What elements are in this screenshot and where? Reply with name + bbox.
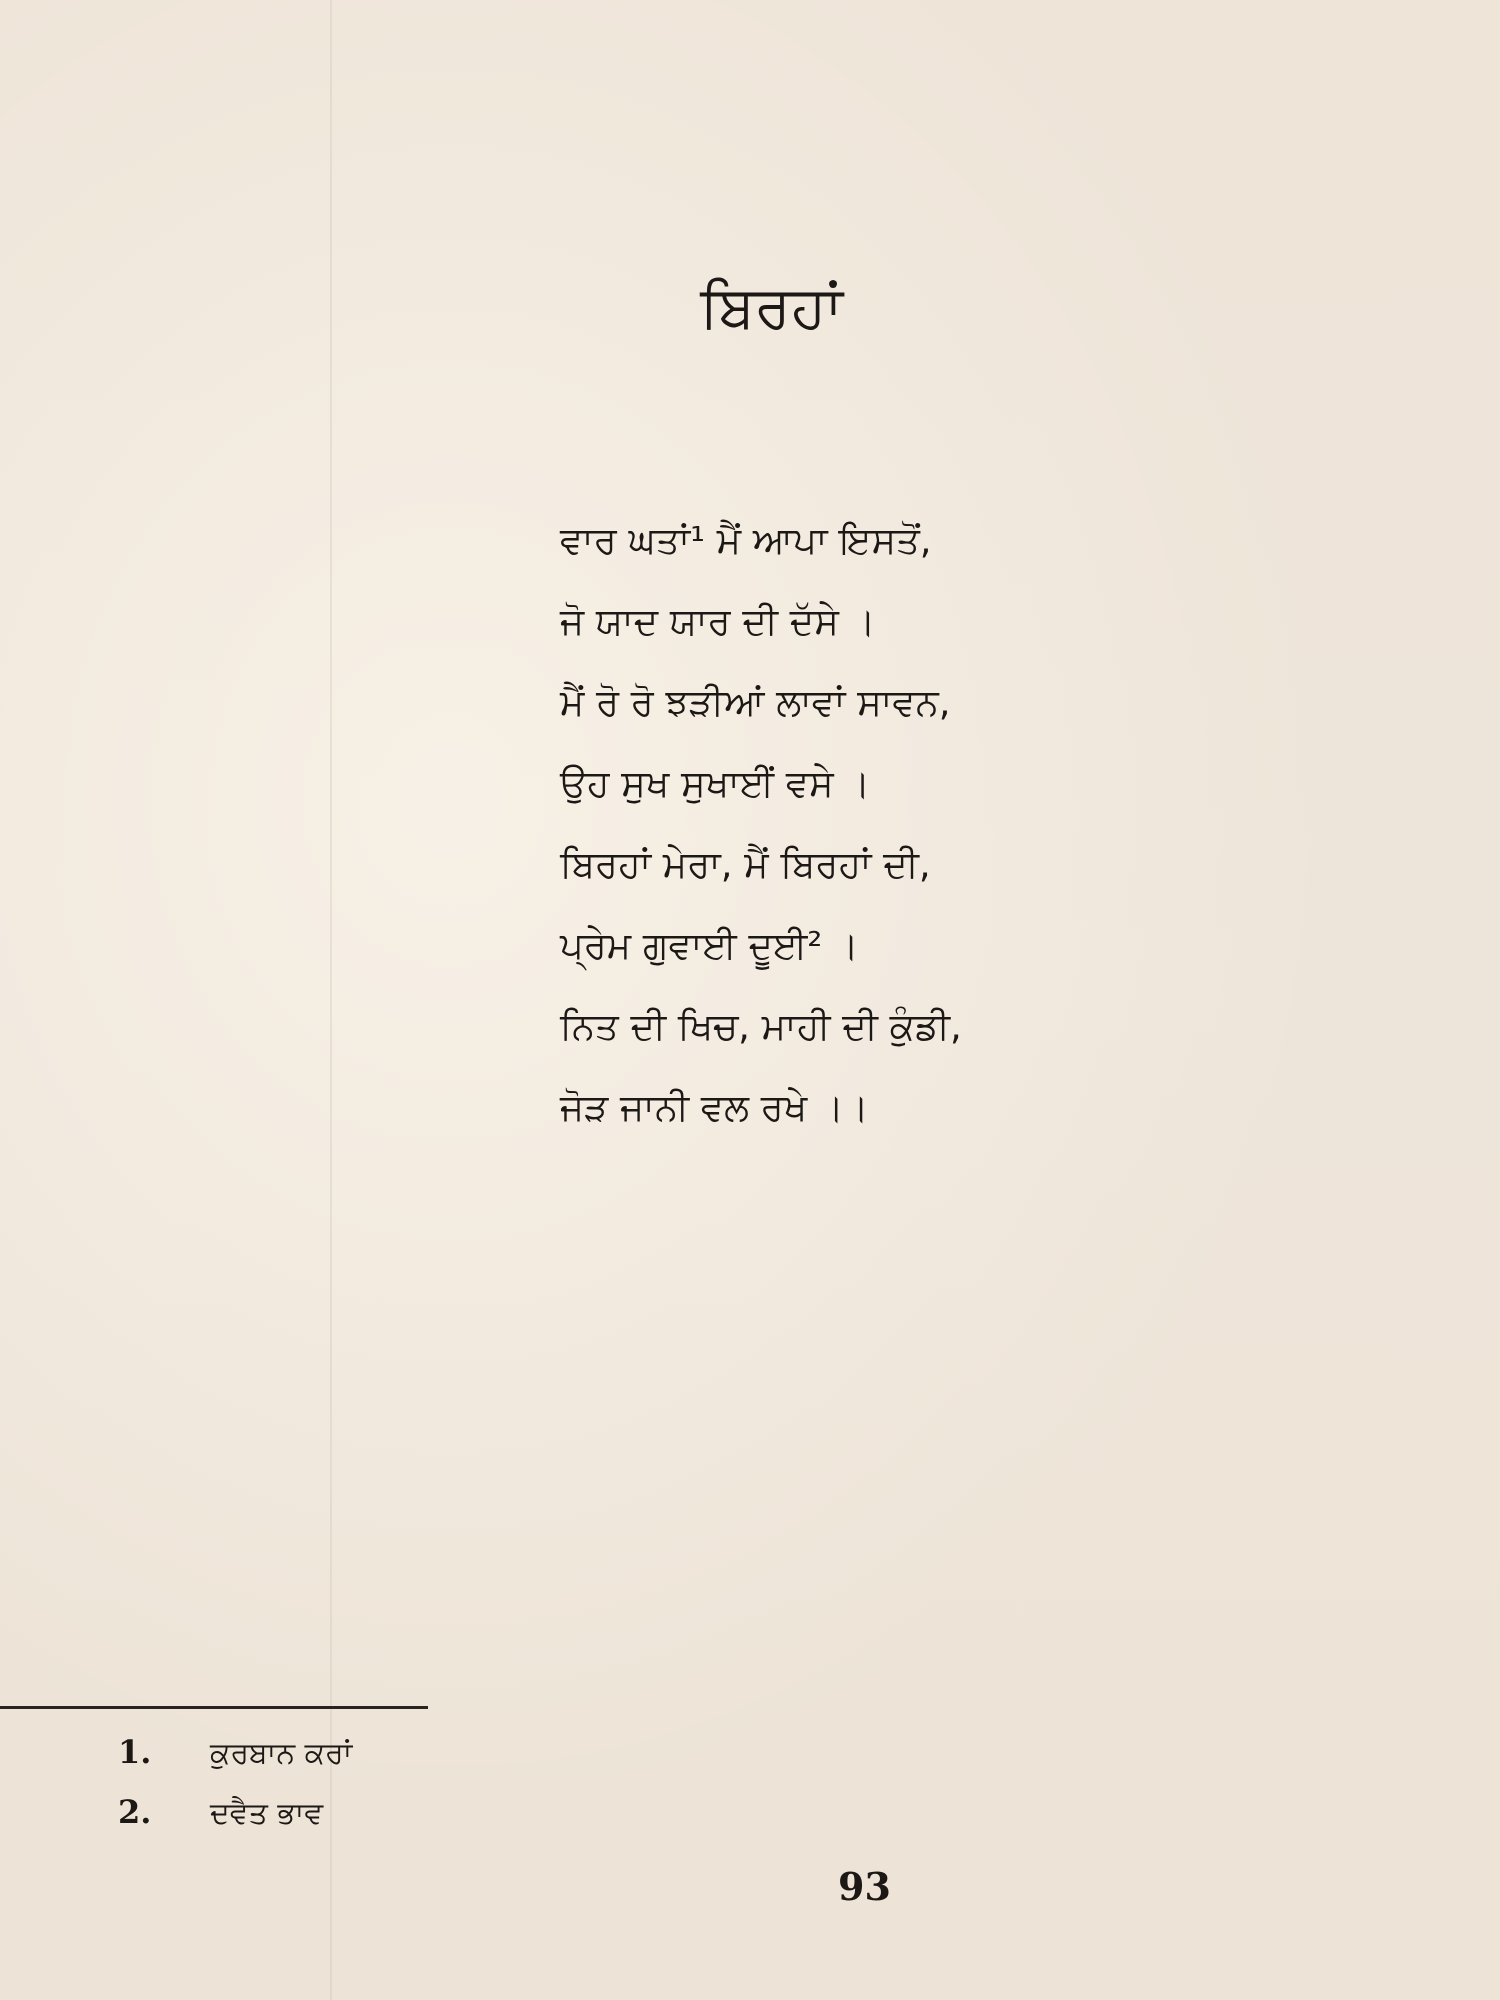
poem-line: ਵਾਰ ਘਤਾਂ¹ ਮੈਂ ਆਪਾ ਇਸਤੋਂ, [560,519,932,562]
footnote-text: ਕੁਰਬਾਨ ਕਰਾਂ [210,1736,353,1771]
footnotes [118,1722,352,1842]
footnote-number: 1. [118,1733,152,1771]
page-fold-shadow [330,0,332,2000]
poem-title: ਬਿਰਹਾਂ [700,273,843,341]
poem-line: ਬਿਰਹਾਂ ਮੇਰਾ, ਮੈਂ ਬਿਰਹਾਂ ਦੀ, [560,843,931,886]
poem-line: ਪ੍ਰੇਮ ਗੁਵਾਈ ਦੂਈ² । [560,924,859,967]
poem-line: ਮੈਂ ਰੋ ਰੋ ਝੜੀਆਂ ਲਾਵਾਂ ਸਾਵਨ, [560,681,951,724]
footnote-number: 2. [118,1793,152,1831]
footnote-divider [0,1706,428,1709]
poem-line: ਉਹ ਸੁਖ ਸੁਖਾਈਂ ਵਸੇ । [560,762,871,805]
poem-line: ਜੋੜ ਜਾਨੀ ਵਲ ਰਖੇ ।। [560,1086,869,1129]
page-number: 93 [838,1864,891,1909]
footnote-text: ਦਵੈਤ ਭਾਵ [210,1796,324,1831]
poem-line: ਜੋ ਯਾਦ ਯਾਰ ਦੀ ਦੱਸੇ । [560,600,876,643]
poem-line: ਨਿਤ ਦੀ ਖਿਚ, ਮਾਹੀ ਦੀ ਕੁੰਡੀ, [560,1005,962,1048]
footnote-item [118,1722,352,1782]
footnote-item [118,1782,352,1842]
poem-body [560,500,1240,1148]
